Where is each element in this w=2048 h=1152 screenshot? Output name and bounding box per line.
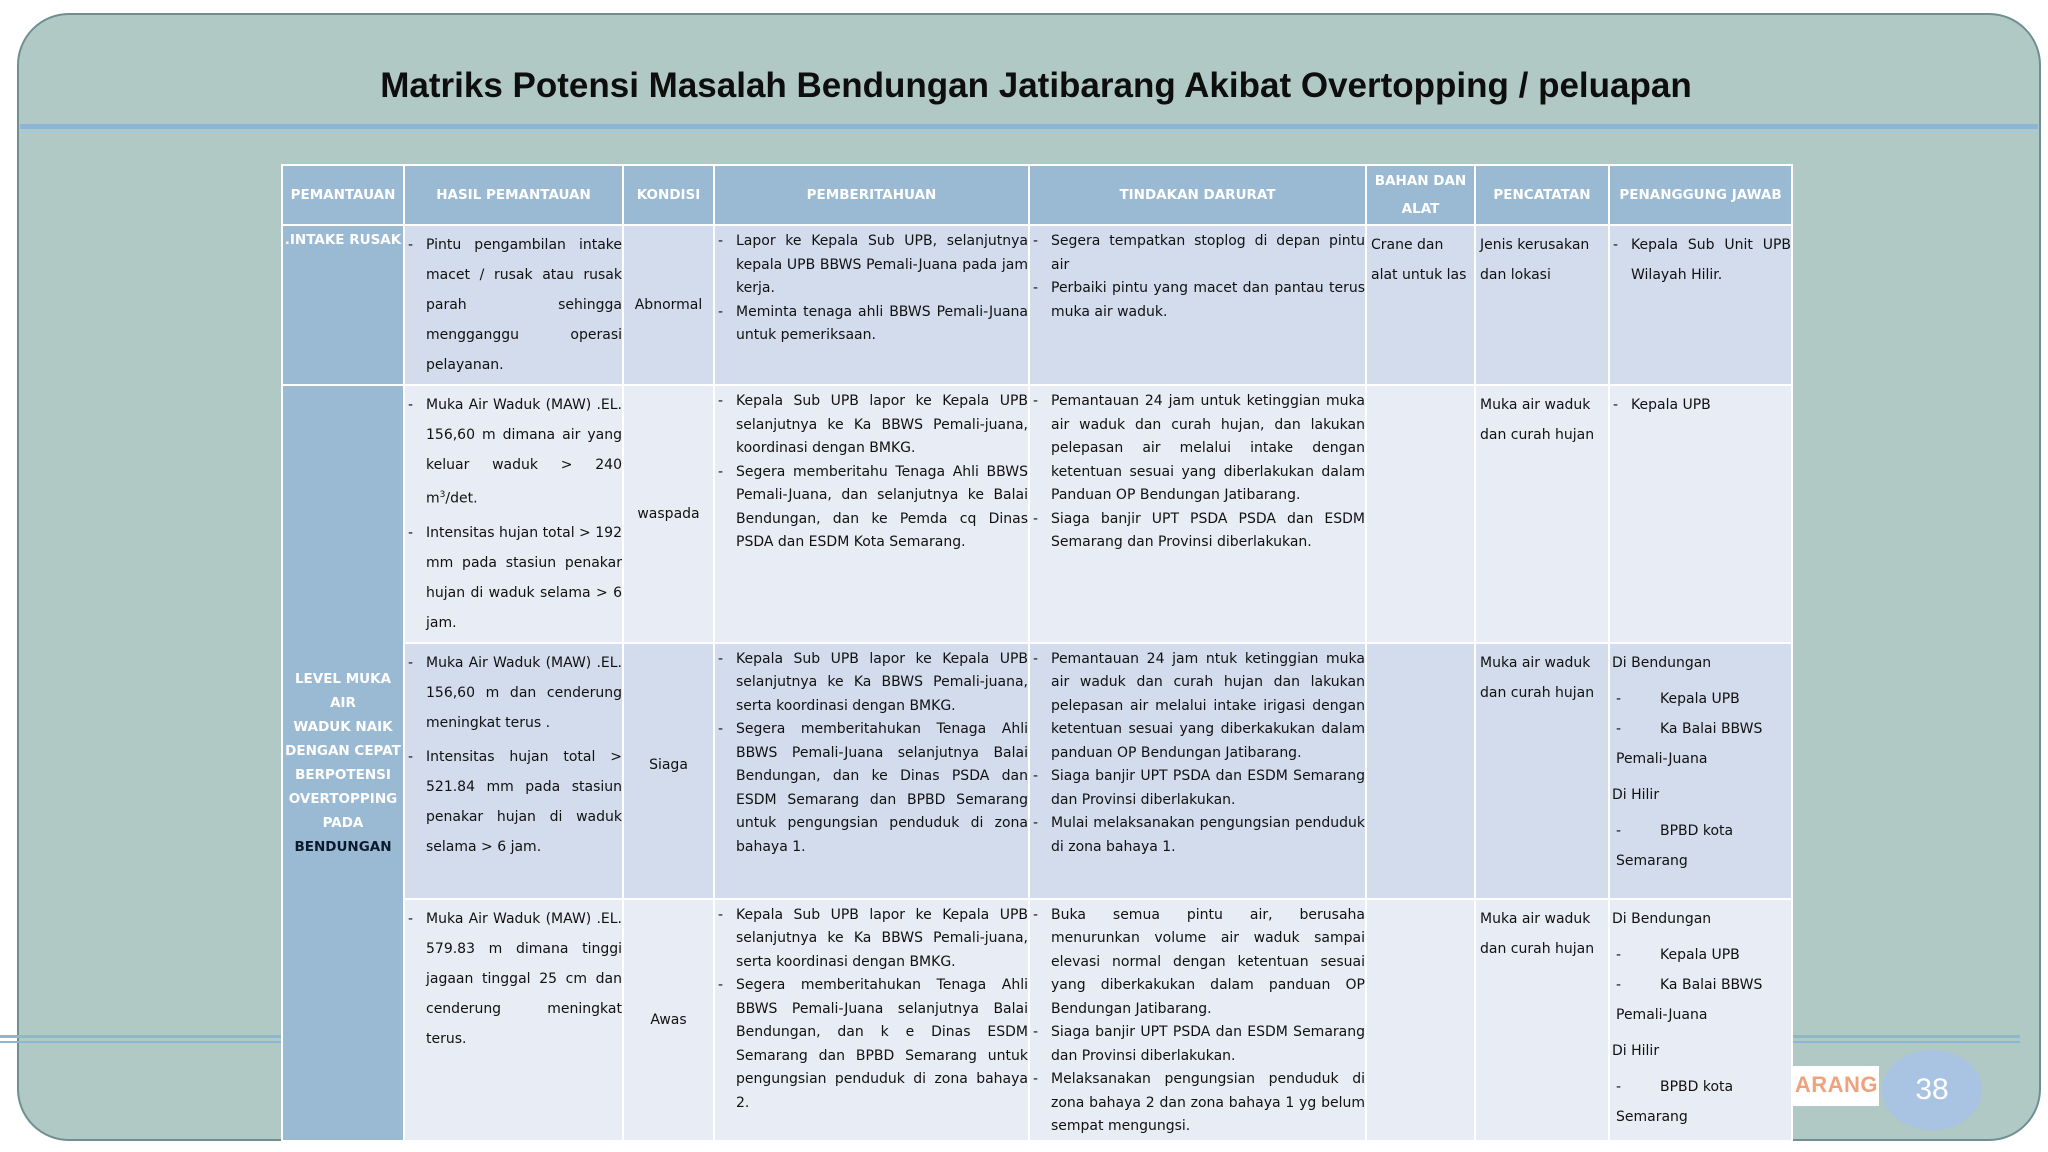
list-item: - Segera memberitahukan Tenaga Ahli BBWS Pemali-Juana selanjutnya Balai Bendungan, dan k e Dinas ESDM Semarang dan BPBD Semarang untuk pengungsian penduduk di zona bahaya 2.: [715, 974, 1028, 1115]
list-item: - Segera memberitahu Tenaga Ahli BBWS Pemali-Juana, dan selanjutnya ke Balai Bendungan, dan ke Pemda cq Dinas PSDA dan ESDM Kota Semarang.: [715, 461, 1028, 555]
header-tindakan: TINDAKAN DARURAT: [1029, 165, 1366, 225]
cell-hasil: [404, 225, 623, 385]
issue-line: OVERTOPPING: [288, 790, 398, 807]
cell-bahan: [1366, 899, 1475, 1141]
list-item: - Kepala Sub UPB lapor ke Kepala UPB selanjutnya ke Ka BBWS Pemali-juana, koordinasi dengan BMKG.: [715, 390, 1028, 461]
list-item: - Lapor ke Kepala Sub UPB, selanjutnya kepala UPB BBWS Pemali-Juana pada jam kerja.: [715, 230, 1028, 301]
cell-kondisi: Abnormal: [623, 225, 714, 385]
list-item: - Siaga banjir UPT PSDA dan ESDM Semarang dan Provinsi diberlakukan.: [1030, 765, 1365, 812]
pj-item-cont: Semarang: [1616, 852, 1688, 869]
divider-line: [1790, 1041, 2020, 1043]
pj-item: - Ka Balai BBWS: [1612, 714, 1789, 744]
issue-level-muka-air: [282, 385, 404, 1141]
issue-line: BENDUNGAN: [294, 838, 392, 855]
cell-bahan: [1366, 385, 1475, 643]
list-item: - Perbaiki pintu yang macet dan pantau terus muka air waduk.: [1030, 277, 1365, 324]
cell-pemberitahuan: [714, 899, 1029, 1141]
divider-line: [0, 1035, 282, 1038]
cell-pemberitahuan: [714, 643, 1029, 899]
unit-superscript: 3: [439, 490, 446, 500]
pj-heading: Di Hilir: [1612, 1042, 1660, 1059]
cell-pencatatan: [1475, 225, 1609, 385]
bahan-text: Crane dan alat untuk las: [1371, 237, 1467, 283]
list-item: - Intensitas hujan total > 521.84 mm pada stasiun penakar hujan di waduk selama > 6 jam.: [405, 742, 622, 862]
list-item: - Mulai melaksanakan pengungsian penduduk di zona bahaya 1.: [1030, 812, 1365, 859]
pj-item-cont: Pemali-Juana: [1616, 750, 1708, 767]
list-item: - Pemantauan 24 jam untuk ketinggian muka air waduk dan curah hujan, dan lakukan pelepasan air melalui intake dengan ketentuan sesuai yang diberlakukan dalam Panduan OP Bendungan Jatibarang.: [1030, 390, 1365, 508]
issue-line: DENGAN CEPAT: [285, 742, 401, 759]
cell-bahan: [1366, 643, 1475, 899]
bahan-text: [1367, 644, 1474, 648]
issue-line: LEVEL MUKA AIR: [294, 670, 392, 711]
cell-kondisi: waspada: [623, 385, 714, 643]
header-kondisi: KONDISI: [623, 165, 714, 225]
cell-pencatatan: [1475, 643, 1609, 899]
page-number: 38: [1882, 1050, 1982, 1130]
cell-pencatatan: [1475, 899, 1609, 1141]
cell-pencatatan: [1475, 385, 1609, 643]
list-item: - Pintu pengambilan intake macet / rusak atau rusak parah sehingga mengganggu operasi pelayanan.: [405, 230, 622, 380]
issue-line: BERPOTENSI: [295, 766, 391, 783]
list-item: - Kepala Sub UPB lapor ke Kepala UPB selanjutnya ke Ka BBWS Pemali-juana, serta koordinasi dengan BMKG.: [715, 648, 1028, 719]
header-hasil: HASIL PEMANTAUAN: [404, 165, 623, 225]
list-item: - Buka semua pintu air, berusaha menurunkan volume air waduk sampai elevasi normal dengan ketentuan sesuai yang diberkakukan dalam panduan OP Bendungan Jatibarang.: [1030, 904, 1365, 1022]
cell-hasil: [404, 899, 623, 1141]
list-item: - Siaga banjir UPT PSDA PSDA dan ESDM Semarang dan Provinsi diberlakukan.: [1030, 508, 1365, 555]
list-item: - Intensitas hujan total > 192 mm pada stasiun penakar hujan di waduk selama > 6 jam.: [405, 518, 622, 638]
list-item: - Segera tempatkan stoplog di depan pintu air: [1030, 230, 1365, 277]
cell-hasil: [404, 643, 623, 899]
cell-penanggung: [1609, 899, 1792, 1141]
pj-item: - Ka Balai BBWS: [1612, 970, 1789, 1000]
pj-item-cont: Pemali-Juana: [1616, 1006, 1708, 1023]
issue-intake-rusak: .INTAKE RUSAK: [282, 225, 404, 385]
pj-heading: Di Hilir: [1612, 786, 1660, 803]
divider-line: [20, 131, 2038, 133]
cell-tindakan: [1029, 225, 1366, 385]
cell-penanggung: [1609, 385, 1792, 643]
cell-kondisi: Siaga: [623, 643, 714, 899]
list-item: - Meminta tenaga ahli BBWS Pemali-Juana untuk pemeriksaan.: [715, 301, 1028, 348]
list-item: - Siaga banjir UPT PSDA dan ESDM Semarang dan Provinsi diberlakukan.: [1030, 1021, 1365, 1068]
bahan-text: [1367, 386, 1474, 390]
cell-pemberitahuan: [714, 385, 1029, 643]
header-bahan-alat: [1366, 165, 1475, 225]
issue-line: WADUK NAIK: [293, 718, 393, 735]
pj-item: - Kepala UPB: [1612, 940, 1789, 970]
hasil-text: Muka Air Waduk (MAW) .EL. 156,60 m dimana air yang keluar waduk > 240 m: [426, 397, 622, 507]
unit-tail: /det.: [445, 490, 478, 507]
divider-line: [1790, 1035, 2020, 1038]
pj-item: - Kepala UPB: [1612, 684, 1789, 714]
pj-heading: Di Bendungan: [1612, 910, 1712, 927]
cell-tindakan: [1029, 643, 1366, 899]
list-item: [405, 390, 622, 514]
issue-line: PADA: [322, 814, 364, 831]
cell-hasil: [404, 385, 623, 643]
table-row: [282, 225, 1792, 385]
header-pemberitahuan: PEMBERITAHUAN: [714, 165, 1029, 225]
list-item: - Muka Air Waduk (MAW) .EL. 156,60 m dan cenderung meningkat terus .: [405, 648, 622, 738]
pj-item-cont: Semarang: [1616, 1108, 1688, 1125]
header-pencatatan: PENCATATAN: [1475, 165, 1609, 225]
cell-tindakan: [1029, 899, 1366, 1141]
header-penanggung: PENANGGUNG JAWAB: [1609, 165, 1792, 225]
pj-heading: Di Bendungan: [1612, 654, 1712, 671]
list-item: - Kepala Sub Unit UPB Wilayah Hilir.: [1610, 230, 1791, 290]
list-item: - Kepala Sub UPB lapor ke Kepala UPB selanjutnya ke Ka BBWS Pemali-juana, serta koordinasi dengan BMKG.: [715, 904, 1028, 975]
table-row: [282, 385, 1792, 643]
cell-penanggung: [1609, 643, 1792, 899]
pj-item: - BPBD kota: [1612, 816, 1789, 846]
divider-line: [20, 124, 2038, 129]
pencatatan-text: Muka air waduk dan curah hujan: [1480, 397, 1595, 443]
problem-matrix-table: [281, 164, 1793, 1142]
table-row: [282, 899, 1792, 1141]
list-item: - Muka Air Waduk (MAW) .EL. 579.83 m dimana tinggi jagaan tinggal 25 cm dan cenderung meningkat terus.: [405, 904, 622, 1054]
divider-line: [0, 1041, 282, 1043]
pj-item: - BPBD kota: [1612, 1072, 1789, 1102]
header-pemantauan: PEMANTAUAN: [282, 165, 404, 225]
list-item: - Kepala UPB: [1610, 390, 1791, 420]
table-header-row: [282, 165, 1792, 225]
table-row: [282, 643, 1792, 899]
list-item: - Pemantauan 24 jam ntuk ketinggian muka air waduk dan curah hujan dan lakukan pelepasan air melalui intake irigasi dengan ketentuan sesuai yang diberkakukan dalam panduan OP Bendungan Jatibarang.: [1030, 648, 1365, 766]
pencatatan-text: Muka air waduk dan curah hujan: [1480, 910, 1595, 957]
pencatatan-text: Muka air waduk dan curah hujan: [1480, 654, 1595, 701]
list-item: - Segera memberitahukan Tenaga Ahli BBWS Pemali-Juana selanjutnya Balai Bendungan, dan ke Dinas PSDA dan ESDM Semarang dan BPBD Semarang untuk pengungsian penduduk di zona bahaya 1.: [715, 718, 1028, 859]
cell-bahan: [1366, 225, 1475, 385]
cell-pemberitahuan: [714, 225, 1029, 385]
cell-tindakan: [1029, 385, 1366, 643]
header-bahan-line1: BAHAN DAN: [1374, 173, 1467, 189]
header-bahan-line2: ALAT: [1401, 201, 1440, 217]
list-item: - Melaksanakan pengungsian penduduk di zona bahaya 2 dan zona bahaya 1 yg belum sempat mengungsi.: [1030, 1068, 1365, 1139]
pencatatan-text: Jenis kerusakan dan lokasi: [1480, 237, 1590, 283]
cell-penanggung: [1609, 225, 1792, 385]
bahan-text: [1367, 900, 1474, 904]
page-title: Matriks Potensi Masalah Bendungan Jatibarang Akibat Overtopping / peluapan: [380, 66, 1692, 105]
cell-kondisi: Awas: [623, 899, 714, 1141]
footer-org-text: ARANG: [1794, 1072, 1878, 1097]
